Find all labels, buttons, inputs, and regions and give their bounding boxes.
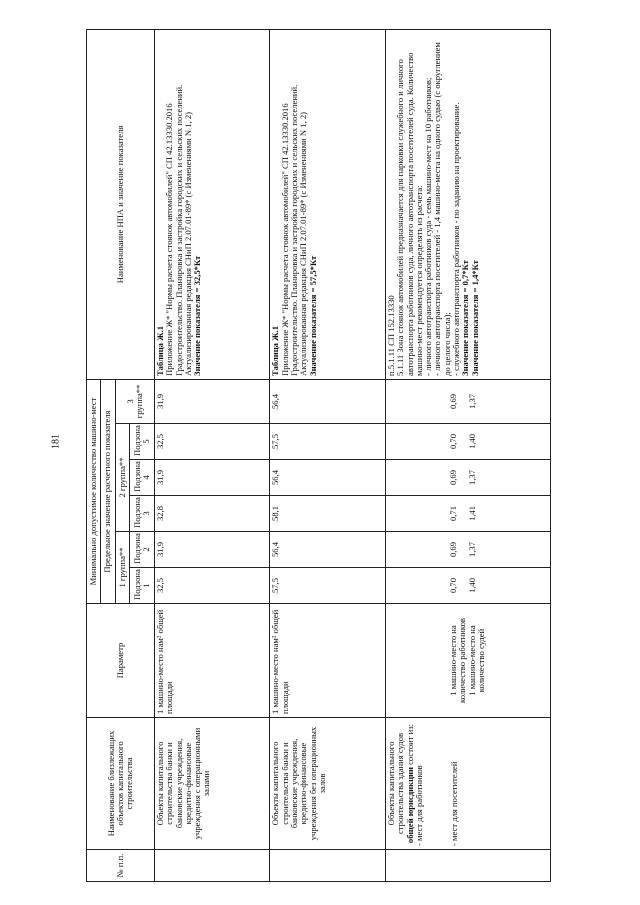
- spacer: [387, 535, 449, 564]
- value-podzone-1: 57,5: [270, 568, 385, 604]
- parameter-workers: 1 машино-место на количество работников: [447, 618, 468, 703]
- header-param: Параметр: [87, 604, 155, 718]
- header-name: Наименование близлежащих объектов капитального строительства: [87, 718, 155, 850]
- npa-value-visitors: Значение показателя = 1,4*Кт: [469, 260, 480, 376]
- table-row: [155, 29, 270, 881]
- row-num: [155, 850, 270, 882]
- value-podzone-1: [385, 568, 550, 604]
- value-workers: 0,69: [447, 469, 458, 486]
- table-row: [270, 29, 385, 881]
- value-podzone-3: 58,1: [270, 496, 385, 532]
- npa-cell: [385, 29, 550, 379]
- spacer: [387, 427, 449, 456]
- value-podzone-3: 32,8: [155, 496, 270, 532]
- page-number: 181: [50, 434, 62, 449]
- npa-value: Значение показателя = 32,5*Кт: [192, 255, 203, 376]
- value-group-3: [385, 379, 550, 423]
- parking-norms-table: [86, 29, 551, 882]
- spacer: [387, 383, 449, 420]
- header-group3: 3 группа**: [115, 379, 154, 423]
- object-name-workers: - мест для работников: [413, 765, 424, 846]
- object-name: Объекты капитального строительства банки и банковские учреждения, кредитно-финансовые учреждения с операционными залами: [155, 718, 270, 850]
- value-podzone-5: 32,5: [155, 424, 270, 460]
- value-workers: 0,69: [447, 393, 458, 409]
- npa-item: - личного автотранспорта работников суда - семь машино-мест на 10 работников;: [423, 77, 434, 376]
- object-name: [385, 718, 550, 850]
- npa-item: - личного автотранспорта посетителей - 1,4 машино-места на одного судью (с округлением до целого числа);: [432, 42, 452, 376]
- value-visitors: 1,37: [467, 541, 478, 558]
- npa-value-workers: Значение показателя = 0,7*Кт: [460, 260, 471, 376]
- value-podzone-5: [385, 424, 550, 460]
- header-podzone-2: Подзона 2: [130, 532, 155, 568]
- spacer: [387, 499, 449, 528]
- object-name-lead: Объекты капитального строительства здания судов: [385, 732, 406, 835]
- value-podzone-4: 31,9: [155, 460, 270, 496]
- npa-title: Таблица Ж.1: [155, 325, 165, 376]
- value-podzone-2: [385, 532, 550, 568]
- npa-value: Значение показателя = 57,5*Кт: [307, 255, 318, 376]
- value-podzone-2: 56,4: [270, 532, 385, 568]
- value-podzone-4: 56,4: [270, 460, 385, 496]
- value-podzone-4: [385, 460, 550, 496]
- header-group2: 2 группа**: [115, 424, 129, 532]
- parameter-visitors: 1 машино-место на количество судей: [466, 625, 486, 696]
- header-podzone-3: Подзона 3: [130, 496, 155, 532]
- object-name-bold: общей юрисдикции: [404, 767, 415, 844]
- value-workers: 0,70: [447, 433, 458, 450]
- npa-cell: [155, 29, 270, 379]
- value-podzone-2: 31,9: [155, 532, 270, 568]
- parameter: 1 машино-место нам² общей площади: [155, 604, 270, 718]
- header-min-count: Минимально допустимое количество машино-мест: [87, 379, 101, 603]
- header-group1: 1 группа**: [115, 532, 129, 604]
- spacer: [387, 571, 449, 600]
- header-podzone-1: Подзона 1: [130, 568, 155, 604]
- npa-text: 5.1.11 Зона стоянок автомобилей предназначается для парковки служебного и личного автотранспорта работников суда, личного автотранспорта посетителей суда. Количество машино-мест рекомендуется определять из расчета:: [395, 52, 424, 376]
- npa-item: - служебного автотранспорта работников - по заданию на проектирование.: [450, 102, 461, 376]
- value-group-3: 56,4: [270, 379, 385, 423]
- value-workers: 0,71: [447, 505, 458, 522]
- value-visitors: 1,40: [467, 577, 478, 594]
- parameter: 1 машино-место нам² общей площади: [270, 604, 385, 718]
- parameter: [385, 604, 550, 718]
- value-podzone-3: [385, 496, 550, 532]
- spacer: [424, 721, 450, 846]
- header-npa: Наименование НПА и значение показателя: [87, 29, 155, 379]
- value-visitors: 1,37: [467, 393, 478, 409]
- row-num: [270, 850, 385, 882]
- npa-cell: [270, 29, 385, 379]
- npa-ref: п.5.1.11 СП 152.13330: [385, 295, 396, 376]
- value-podzone-5: 57,5: [270, 424, 385, 460]
- table-row: [385, 29, 550, 881]
- header-podzone-4: Подзона 4: [130, 460, 155, 496]
- value-visitors: 1,37: [467, 469, 478, 486]
- npa-title: Таблица Ж.1: [270, 325, 281, 376]
- value-group-3: 31,9: [155, 379, 270, 423]
- object-name: Объекты капитального строительства банки и банковские учреждения, кредитно-финансовые учреждения без операционных залов: [270, 718, 385, 850]
- object-name-tail: состоит из:: [404, 723, 415, 765]
- npa-text: Приложение Ж* "Нормы расчета стоянок автомобилей" СП 42.13330.2016 Градостроительство. Планировка и застройка городских и сельских поселений. Актуализированная редакция СНиП 2.07.01-89* (с Изменениями N 1, 2): [164, 84, 193, 376]
- npa-text: Приложение Ж* "Нормы расчета стоянок автомобилей" СП 42.13330.2016 Градостроительство. Планировка и застройка городских и сельских поселений. Актуализированная редакция СНиП 2.07.01-89* (с Изменениями N 1, 2): [279, 84, 309, 376]
- value-visitors: 1,40: [467, 433, 478, 450]
- value-workers: 0,70: [447, 577, 458, 594]
- header-podzone-5: Подзона 5: [130, 424, 155, 460]
- spacer: [387, 607, 449, 714]
- header-limit: Предельное значение расчетного показателя: [101, 379, 115, 603]
- value-visitors: 1,41: [467, 505, 478, 522]
- rotated-table-container: [86, 30, 551, 882]
- header-num: № п.п.: [87, 850, 155, 882]
- value-podzone-1: 32,5: [155, 568, 270, 604]
- row-num: [385, 850, 550, 882]
- value-workers: 0,69: [447, 541, 458, 558]
- spacer: [387, 463, 449, 492]
- object-name-visitors: - мест для посетителей: [449, 761, 460, 846]
